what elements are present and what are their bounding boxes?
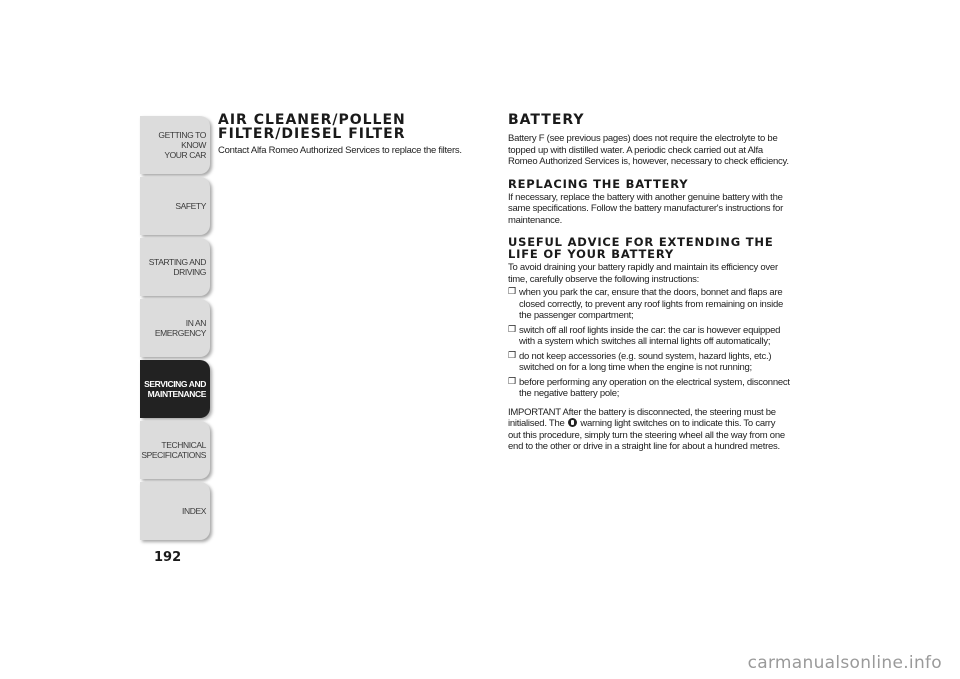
air-cleaner-heading: AIR CLEANER/POLLEN FILTER/DIESEL FILTER [218,112,406,142]
list-item: ❒ before performing any operation on the electrical system, disconnect the negative battery pole; [508,377,790,400]
tab-safety[interactable] [140,177,210,235]
tab-starting-and-driving[interactable] [140,238,210,296]
steering-warning-icon [568,418,577,427]
replacing-battery-heading: REPLACING THE BATTERY [508,176,689,191]
useful-advice-intro: To avoid draining your battery rapidly and maintain its efficiency over time, carefully observe the following instructions: [508,262,778,285]
battery-intro: Battery F (see previous pages) does not require the electrolyte to be topped up with distilled water. A periodic check carried out at Alfa Romeo Authorized Services is, however, necessary to check efficiency. [508,133,789,167]
battery-heading: BATTERY [508,112,585,128]
battery-section [508,113,790,453]
tab-index[interactable] [140,482,210,540]
tab-label: GETTING TO KNOW YOUR CAR [158,130,206,160]
important-note [508,407,790,453]
tab-in-an-emergency[interactable] [140,299,210,357]
list-item: ❒ when you park the car, ensure that the doors, bonnet and flaps are closed correctly, to prevent any roof lights from remaining on inside the passenger compartment; [508,287,790,322]
important-note-start: IMPORTANT After the battery is disconnected, the steering must be initialised. The [508,406,776,429]
list-item: ❒ switch off all roof lights inside the car: the car is however equipped with a system which switches all internal lights off automatically; [508,325,790,348]
tab-label: INDEX [182,506,206,516]
tab-label: STARTING AND DRIVING [148,257,206,277]
air-cleaner-text: Contact Alfa Romeo Authorized Services to replace the filters. [218,145,462,156]
watermark: carmanualsonline.info [747,653,942,673]
tab-technical-specifications[interactable] [140,421,210,479]
tab-servicing-and-maintenance[interactable] [140,360,210,418]
useful-advice-heading: USEFUL ADVICE FOR EXTENDING THE LIFE OF YOUR BATTERY [508,235,774,261]
air-cleaner-section [218,113,468,157]
tab-getting-to-know-your-car[interactable] [140,116,210,174]
tab-label: TECHNICAL SPECIFICATIONS [141,440,206,460]
advice-list [508,287,790,400]
list-item: ❒ do not keep accessories (e.g. sound system, hazard lights, etc.) switched on for a long time when the engine is not running; [508,351,790,374]
tab-label: IN AN EMERGENCY [154,318,206,338]
page-number: 192 [154,550,182,565]
tab-label: SERVICING AND MAINTENANCE [144,379,206,399]
replacing-battery-text: If necessary, replace the battery with another genuine battery with the same specifications. Follow the battery manufacturer's instructions for maintenance. [508,191,783,226]
important-note-end: warning light switches on to indicate this. To carry out this procedure, simply turn the steering wheel all the way from one end to the other or drive in a straight line for about a hundred metres. [508,418,785,452]
chapter-tabs [140,116,210,543]
tab-label: SAFETY [175,201,206,211]
